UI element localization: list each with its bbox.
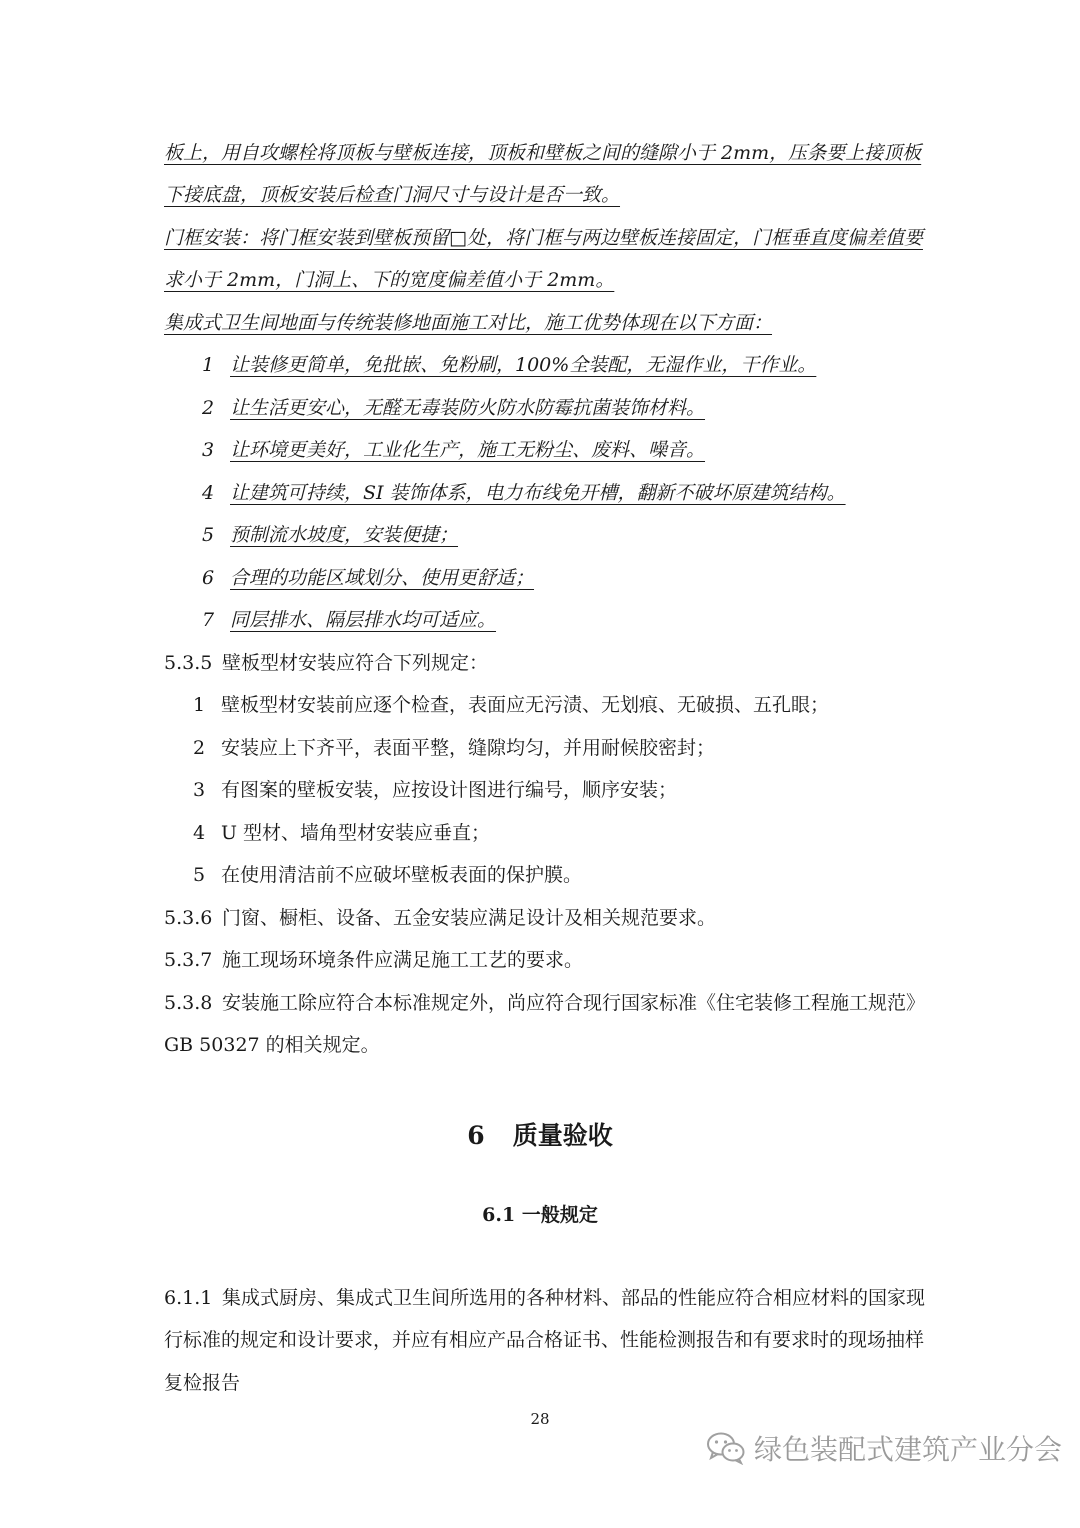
item-number: 3 — [193, 779, 206, 801]
clause-number: 5.3.5 — [164, 652, 213, 674]
item-number: 2 — [193, 737, 206, 759]
item-number: 1 — [202, 354, 215, 376]
item-text: 同层排水、隔层排水均可适应。 — [230, 609, 497, 631]
advantage-item — [202, 481, 846, 505]
item-text: 预制流水坡度，安装便捷； — [230, 524, 459, 546]
item-number: 2 — [202, 397, 215, 419]
item-number: 5 — [202, 524, 215, 546]
clause-text: 门窗、橱柜、设备、五金安装应满足设计及相关规范要求。 — [222, 907, 717, 929]
text-line: 求小于 2mm，门洞上、下的宽度偏差值小于 2mm。 — [164, 269, 615, 291]
item-text: U 型材、墙角型材安装应垂直； — [221, 822, 491, 844]
item-number: 3 — [202, 439, 215, 461]
clause-continuation: 复检报告 — [164, 1372, 241, 1394]
item-text: 有图案的壁板安装，应按设计图进行编号，顺序安装； — [221, 779, 678, 801]
section-heading: 6.1 一般规定 — [482, 1204, 598, 1226]
clause-number: 5.3.8 — [164, 992, 213, 1014]
clause-text: 安装施工除应符合本标准规定外，尚应符合现行国家标准《住宅装修工程施工规范》 — [222, 992, 926, 1014]
clause-5-3-7 — [164, 948, 583, 972]
clause-5-3-5 — [164, 651, 488, 675]
clause-5-3-6 — [164, 906, 716, 930]
page-number: 28 — [530, 1410, 550, 1428]
clause-continuation: 行标准的规定和设计要求，并应有相应产品合格证书、性能检测报告和有要求时的现场抽样 — [164, 1329, 925, 1351]
clause-number: 5.3.6 — [164, 907, 213, 929]
advantage-item — [202, 438, 705, 462]
wall-rule-item — [193, 821, 490, 845]
item-number: 6 — [202, 567, 215, 589]
wall-rule-item — [193, 778, 677, 802]
wall-rule-item — [193, 693, 829, 717]
wall-rule-item — [193, 863, 582, 887]
chapter-heading — [0, 1116, 1080, 1152]
text-line: 板上，用自攻螺栓将顶板与壁板连接，顶板和壁板之间的缝隙小于 2mm，压条要上接顶板 — [164, 142, 922, 164]
item-number: 7 — [202, 609, 215, 631]
advantage-item — [202, 523, 458, 547]
clause-number: 6.1.1 — [164, 1287, 213, 1309]
advantage-item — [202, 566, 534, 590]
item-text: 安装应上下齐平，表面平整，缝隙均匀，并用耐候胶密封； — [221, 737, 716, 759]
watermark-text: 绿色装配式建筑产业分会 — [754, 1433, 1063, 1466]
text-line: 集成式卫生间地面与传统装修地面施工对比，施工优势体现在以下方面： — [164, 312, 773, 334]
wechat-icon — [706, 1431, 746, 1465]
item-number: 5 — [193, 864, 206, 886]
item-text: 合理的功能区域划分、使用更舒适； — [230, 567, 535, 589]
text-line: 下接底盘，顶板安装后检查门洞尺寸与设计是否一致。 — [164, 184, 621, 206]
clause-text: 壁板型材安装应符合下列规定： — [222, 652, 489, 674]
item-number: 4 — [202, 482, 215, 504]
text-line: 门框安装：将门框安装到壁板预留□处，将门框与两边壁板连接固定，门框垂直度偏差值要 — [164, 227, 923, 249]
watermark — [706, 1428, 1062, 1468]
advantage-item — [202, 353, 816, 377]
advantage-item — [202, 396, 705, 420]
item-text: 让建筑可持续，SI 装饰体系，电力布线免开槽，翻新不破坏原建筑结构。 — [230, 482, 846, 504]
clause-6-1-1 — [164, 1286, 925, 1310]
item-text: 让生活更安心，无醛无毒装防火防水防霉抗菌装饰材料。 — [230, 397, 706, 419]
clause-continuation: GB 50327 的相关规定。 — [164, 1034, 380, 1056]
clause-text: 施工现场环境条件应满足施工工艺的要求。 — [222, 949, 584, 971]
item-text: 壁板型材安装前应逐个检查，表面应无污渍、无划痕、无破损、五孔眼； — [221, 694, 830, 716]
item-text: 在使用清洁前不应破坏壁板表面的保护膜。 — [221, 864, 583, 886]
item-text: 让环境更美好，工业化生产，施工无粉尘、废料、噪音。 — [230, 439, 706, 461]
advantage-item — [202, 608, 496, 632]
item-number: 1 — [193, 694, 206, 716]
chapter-number: 6 — [467, 1121, 485, 1150]
clause-5-3-8 — [164, 991, 925, 1015]
item-number: 4 — [193, 822, 206, 844]
clause-number: 5.3.7 — [164, 949, 213, 971]
clause-text: 集成式厨房、集成式卫生间所选用的各种材料、部品的性能应符合相应材料的国家现 — [222, 1287, 926, 1309]
item-text: 让装修更简单，免批嵌、免粉刷，100%全装配，无湿作业，干作业。 — [230, 354, 817, 376]
chapter-title: 质量验收 — [512, 1121, 613, 1150]
wall-rule-item — [193, 736, 715, 760]
